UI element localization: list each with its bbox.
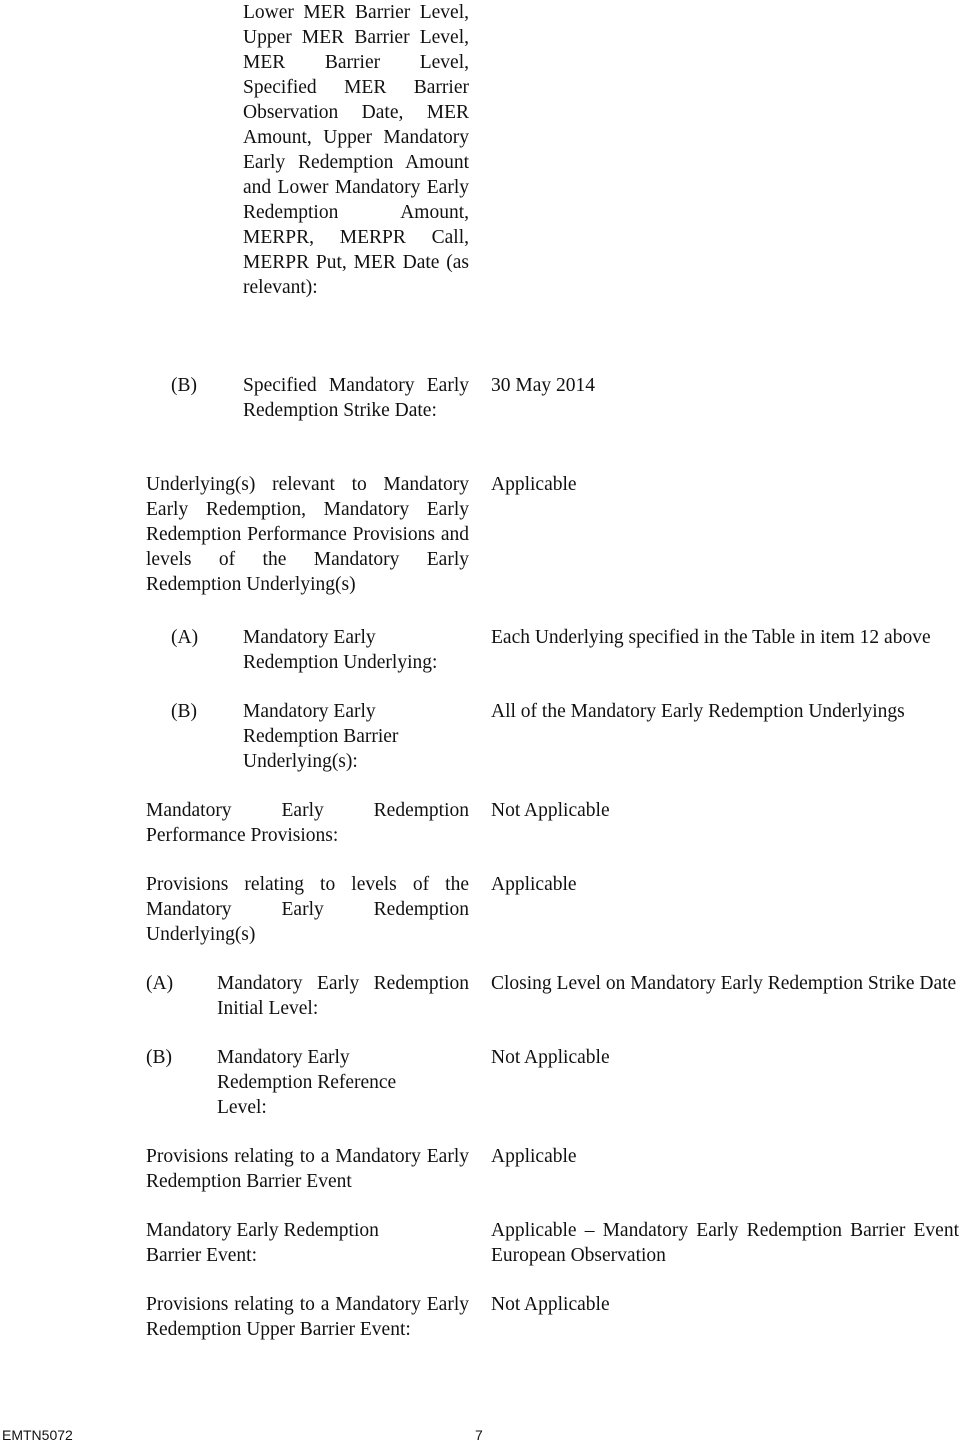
item-marker-b: (B): [171, 701, 197, 722]
barrier-event-provisions-value: Applicable: [491, 1146, 577, 1167]
mer-underlying-label: Mandatory Early Redemption Underlying:: [243, 627, 438, 673]
barrier-event-value: Applicable – Mandatory Early Redemption Barrier Event European Observation: [491, 1220, 959, 1266]
initial-level-label: Mandatory Early Redemption Initial Level:: [217, 973, 469, 1019]
strike-date-label: Specified Mandatory Early Redemption Strike Date:: [243, 375, 469, 421]
initial-level-value: Closing Level on Mandatory Early Redemption Strike Date: [491, 973, 957, 994]
footer-document-code: EMTN5072: [2, 1427, 73, 1443]
strike-date-value: 30 May 2014: [491, 375, 595, 396]
mer-barrier-underlyings-value: All of the Mandatory Early Redemption Underlyings: [491, 701, 905, 722]
mer-performance-provisions-label: Mandatory Early Redemption Performance Provisions:: [146, 800, 469, 846]
item-marker-b: (B): [171, 375, 197, 396]
item-marker-a: (A): [146, 973, 174, 994]
upper-barrier-event-label: Provisions relating to a Mandatory Early Redemption Upper Barrier Event:: [146, 1294, 469, 1340]
mer-performance-provisions-value: Not Applicable: [491, 800, 610, 821]
levels-provisions-value: Applicable: [491, 874, 577, 895]
mer-barrier-underlyings-label: Mandatory Early Redemption Barrier Underlying(s):: [243, 701, 399, 772]
upper-barrier-event-value: Not Applicable: [491, 1294, 610, 1315]
barrier-event-provisions-label: Provisions relating to a Mandatory Early Redemption Barrier Event: [146, 1146, 469, 1192]
barrier-event-label: Mandatory Early Redemption Barrier Event:: [146, 1220, 379, 1266]
mer-barrier-level-label: Lower MER Barrier Level, Upper MER Barrier Level, MER Barrier Level, Specified MER Barrier Observation Date, MER Amount, Upper Mandatory Early Redemption Amount and Lower Mandatory Early Redemption Amount, MERPR, MERPR Call, MERPR Put, MER Date (as relevant):: [243, 2, 469, 298]
footer-page-number: 7: [475, 1427, 483, 1443]
item-marker-b: (B): [146, 1047, 172, 1068]
reference-level-label: Mandatory Early Redemption Reference Level:: [217, 1047, 397, 1118]
reference-level-value: Not Applicable: [491, 1047, 610, 1068]
mer-underlying-value: Each Underlying specified in the Table in item 12 above: [491, 627, 931, 648]
item-marker-a: (A): [171, 627, 199, 648]
underlyings-relevant-value: Applicable: [491, 474, 577, 495]
levels-provisions-label: Provisions relating to levels of the Mandatory Early Redemption Underlying(s): [146, 874, 469, 945]
underlyings-relevant-label: Underlying(s) relevant to Mandatory Early Redemption, Mandatory Early Redemption Performance Provisions and levels of the Mandatory Early Redemption Underlying(s): [146, 474, 469, 595]
